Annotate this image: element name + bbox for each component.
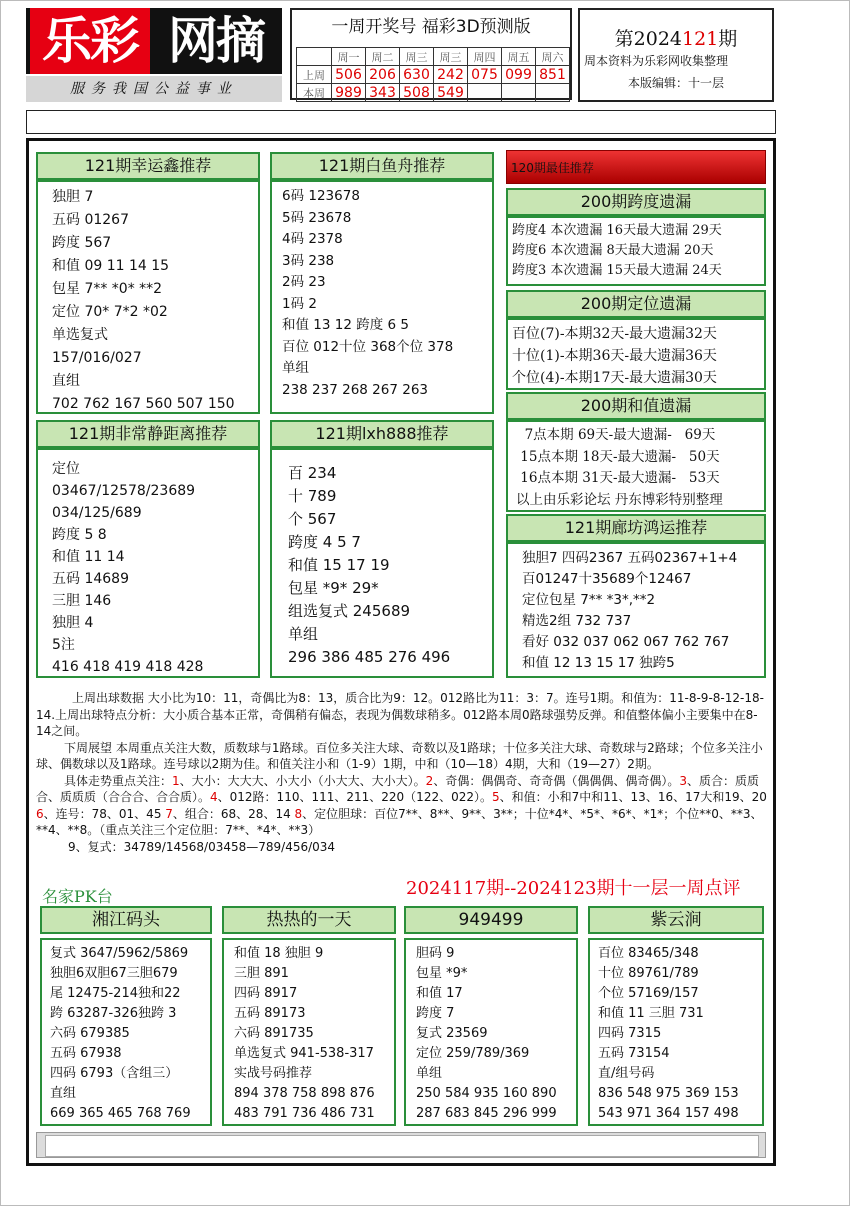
panel-line: 跨度4 本次遗漏 16天最大遗漏 29天 <box>512 223 722 238</box>
pk-column <box>588 938 764 1126</box>
draw-number: 075 <box>468 66 502 84</box>
panel-fei-chang-jing <box>36 448 260 678</box>
panel-line: 16点本期 31天-最大遗漏- 53天 <box>516 470 720 486</box>
draw-header-row <box>297 48 570 66</box>
pk-column <box>222 938 396 1126</box>
draw-number: 508 <box>400 84 434 102</box>
panel-line: 543 971 364 157 498 <box>598 1106 739 1121</box>
panel-line: 单选复式 <box>52 327 108 343</box>
panel-line: 百位 83465/348 <box>598 946 699 961</box>
analysis-paragraph: 9、复式：34789/14568/03458—789/456/034 <box>68 839 336 854</box>
issue-title: 第2024121期 <box>614 28 738 50</box>
panel-line: 独胆 7 <box>52 189 94 205</box>
panel-line: 六码 891735 <box>234 1026 314 1041</box>
panel-sum-miss <box>506 420 766 512</box>
pk-column <box>404 938 578 1126</box>
pk-headline: 2024117期--2024123期十一层一周点评 <box>406 878 741 899</box>
logo-text-left: 乐彩 <box>30 8 150 74</box>
panel-lxh888 <box>270 448 494 678</box>
panel-line: 跨 63287-326独跨 3 <box>50 1006 177 1021</box>
panel-line: 和值 09 11 14 15 <box>52 258 170 274</box>
panel-line: 238 237 268 267 263 <box>282 381 429 398</box>
panel-title: 121期非常静距离推荐 <box>36 420 260 448</box>
panel-line: 287 683 845 296 999 <box>416 1106 557 1121</box>
panel-title: 121期幸运鑫推荐 <box>36 152 260 180</box>
panel-line: 十 789 <box>288 487 337 505</box>
draw-number: 630 <box>400 66 434 84</box>
draw-number: 989 <box>332 84 366 102</box>
panel-line: 六码 679385 <box>50 1026 130 1041</box>
issue-note: 周本资料为乐彩网收集整理 <box>584 54 729 68</box>
panel-line: 6码 123678 <box>282 188 360 204</box>
panel-line: 7点本期 69天-最大遗漏- 69天 <box>516 427 716 443</box>
day-label: 周三 <box>400 48 434 66</box>
draw-number: 506 <box>332 66 366 84</box>
draw-number: 242 <box>434 66 468 84</box>
panel-line: 包星 7** *0* **2 <box>52 281 163 297</box>
panel-line: 和值 15 17 19 <box>288 556 390 574</box>
analysis-paragraph: 下周展望 本周重点关注大数，质数球与1路球。百位多关注大球、奇数以及1路球；十位多关注大球、奇数球与2路球；个位多关注小球、偶数球以及1路球。连号球以2期为佳。和值关注小和（1-9）1期，中和（10—18）4期，大和（19—27）2期。 <box>36 740 763 771</box>
draw-number: 851 <box>536 66 570 84</box>
draw-number <box>502 84 536 102</box>
draw-number: 343 <box>366 84 400 102</box>
weekly-draw-box <box>290 8 572 100</box>
this-week-row <box>297 84 570 102</box>
panel-line: 5注 <box>52 637 75 653</box>
panel-line: 独胆7 四码2367 五码02367+1+4 <box>522 550 738 566</box>
panel-line: 单组 <box>416 1066 443 1081</box>
panel-line: 483 791 736 486 731 <box>234 1106 375 1121</box>
panel-line: 3码 238 <box>282 252 335 269</box>
panel-title: 200期和值遗漏 <box>506 392 766 420</box>
panel-line: 包星 *9* <box>416 966 468 981</box>
panel-line: 定位 <box>52 461 80 477</box>
logo <box>26 8 282 74</box>
panel-line: 独胆 4 <box>52 615 94 631</box>
panel-line: 五码 01267 <box>52 212 129 228</box>
panel-line: 跨度 567 <box>52 235 112 251</box>
panel-title: 200期跨度遗漏 <box>506 188 766 216</box>
pk-label: 名家PK台 <box>42 887 113 906</box>
panel-line: 和值 11 三胆 731 <box>598 1006 704 1021</box>
draw-title: 一周开奖号 福彩3D预测版 <box>331 17 531 37</box>
panel-line: 416 418 419 418 428 <box>52 659 204 675</box>
day-label: 周六 <box>536 48 570 66</box>
panel-title: 121期廊坊鸿运推荐 <box>506 514 766 542</box>
panel-line: 复式 23569 <box>416 1026 488 1041</box>
panel-line: 百位 012十位 368个位 378 <box>282 338 454 355</box>
panel-line: 跨度 5 8 <box>52 527 107 543</box>
panel-line: 和值 17 <box>416 986 463 1001</box>
draw-number: 099 <box>502 66 536 84</box>
panel-line: 四码 6793（含组三） <box>50 1066 179 1081</box>
day-label: 周四 <box>468 48 502 66</box>
panel-line: 精选2组 732 737 <box>522 613 632 629</box>
panel-line: 以上由乐彩论坛 丹东博彩特别整理 <box>516 491 723 508</box>
panel-line: 和值 12 13 15 17 独跨5 <box>522 655 675 671</box>
last-week-label: 上周 <box>297 66 332 84</box>
panel-line: 03467/12578/23689 <box>52 483 196 499</box>
panel-line: 独胆6双胆67三胆679 <box>50 966 178 981</box>
panel-line: 和值 18 独胆 9 <box>234 946 324 961</box>
draw-table <box>296 47 570 102</box>
panel-line: 836 548 975 369 153 <box>598 1086 739 1101</box>
panel-line: 个 567 <box>288 510 337 528</box>
panel-line: 四码 8917 <box>234 986 298 1001</box>
panel-line: 百位(7)-本期32天-最大遗漏32天 <box>512 326 717 342</box>
draw-number: 206 <box>366 66 400 84</box>
panel-line: 250 584 935 160 890 <box>416 1086 557 1101</box>
panel-title: 200期定位遗漏 <box>506 290 766 318</box>
panel-span-miss <box>506 216 766 286</box>
day-label: 周五 <box>502 48 536 66</box>
panel-line: 669 365 465 768 769 <box>50 1106 191 1121</box>
panel-line: 5码 23678 <box>282 209 352 226</box>
pk-title: 热热的一天 <box>222 906 396 934</box>
day-label: 周二 <box>366 48 400 66</box>
panel-line: 单组 <box>288 625 319 643</box>
panel-position-miss <box>506 318 766 390</box>
panel-line: 702 762 167 560 507 150 <box>52 396 235 412</box>
panel-line: 十位 89761/789 <box>598 966 699 981</box>
day-label: 周三 <box>434 48 468 66</box>
panel-line: 定位包星 7** *3*,**2 <box>522 592 656 608</box>
panel-line: 三胆 146 <box>52 593 112 609</box>
panel-line: 15点本期 18天-最大遗漏- 50天 <box>516 448 720 465</box>
panel-line: 个位 57169/157 <box>598 986 699 1001</box>
panel-line: 定位 259/789/369 <box>416 1046 530 1061</box>
panel-line: 百01247十35689个12467 <box>522 571 692 587</box>
panel-line: 034/125/689 <box>52 505 142 521</box>
analysis-text <box>36 690 770 855</box>
pk-title: 紫云涧 <box>588 906 764 934</box>
panel-line: 实战号码推荐 <box>234 1066 313 1081</box>
panel-line: 五码 73154 <box>598 1046 670 1061</box>
footer-inner <box>45 1135 759 1157</box>
blank-banner <box>26 110 776 134</box>
panel-line: 四码 7315 <box>598 1026 662 1041</box>
panel-line: 4码 2378 <box>282 231 343 247</box>
panel-title: 121期白鱼舟推荐 <box>270 152 494 180</box>
panel-bai-yu-zhou <box>270 180 494 414</box>
panel-lucky-xin <box>36 180 260 414</box>
panel-line: 跨度 4 5 7 <box>288 533 361 551</box>
best-recommend-bar: 120期最佳推荐 <box>506 150 766 184</box>
panel-line: 157/016/027 <box>52 350 142 366</box>
panel-line: 五码 67938 <box>50 1046 122 1061</box>
last-week-row <box>297 66 570 84</box>
draw-number <box>468 84 502 102</box>
panel-line: 单组 <box>282 360 309 376</box>
panel-line: 直/组号码 <box>598 1066 655 1081</box>
panel-line: 单选复式 941-538-317 <box>234 1046 374 1061</box>
panel-line: 1码 2 <box>282 295 317 312</box>
panel-line: 看好 032 037 062 067 762 767 <box>522 634 730 650</box>
panel-line: 跨度6 本次遗漏 8天最大遗漏 20天 <box>512 243 714 258</box>
panel-line: 和值 11 14 <box>52 549 125 565</box>
panel-line: 定位 70* 7*2 *02 <box>52 304 168 320</box>
draw-number: 549 <box>434 84 468 102</box>
this-week-label: 本周 <box>297 84 332 102</box>
pk-title: 湘江码头 <box>40 906 212 934</box>
panel-title: 121期lxh888推荐 <box>270 420 494 448</box>
panel-line: 894 378 758 898 876 <box>234 1086 375 1101</box>
pk-column <box>40 938 212 1126</box>
footer-bar <box>36 1132 766 1158</box>
slogan: 服务我国公益事业 <box>26 76 282 102</box>
panel-line: 组选复式 245689 <box>288 602 411 620</box>
issue-editor: 本版编辑：十一层 <box>627 76 724 90</box>
pk-title: 949499 <box>404 906 578 934</box>
issue-number: 121 <box>682 28 719 50</box>
panel-line: 十位(1)-本期36天-最大遗漏36天 <box>512 348 717 364</box>
analysis-paragraph: 上周出球数据 大小比为10：11，奇偶比为8：13，质合比为9：12。012路比为11：3：7。连号1期。和值为：11-8-9-8-12-18-14.上周出球特点分析：大小质合基本正常，奇偶稍有偏态，表现为偶数球稍多。012路本周0路球强势反弹。和值整体偏小主要集中在8-14之间。 <box>36 691 764 738</box>
logo-text-right: 网摘 <box>168 11 264 70</box>
panel-line: 五码 89173 <box>234 1006 306 1021</box>
issue-box <box>578 8 774 102</box>
panel-langfang <box>506 542 766 678</box>
day-label: 周一 <box>332 48 366 66</box>
analysis-paragraph: 具体走势重点关注：1、大小：大大大、小大小（小大大、大小大）。2、奇偶：偶偶奇、奇奇偶（偶偶偶、偶奇偶）。3、质合：质质合、质质质（合合合、合合质）。4、012路：110、111、211、220（122、022）。5、和值：小和7中和11、13、16、17大和19、20 6、连号：78、01、45 7、组合：68、28、14 8、定位胆球：百位7**、8**、9**、3**；十位*4*、*5*、*6*、*1*；个位**0、**3、**4、**8。（重点关注三个定位胆：7**、*4*、**3） <box>36 773 767 837</box>
panel-line: 包星 *9* 29* <box>288 579 379 597</box>
panel-line: 个位(4)-本期17天-最大遗漏30天 <box>512 370 717 386</box>
panel-line: 296 386 485 276 496 <box>288 648 451 666</box>
panel-line: 百 234 <box>288 464 337 482</box>
panel-line: 直组 <box>52 373 80 389</box>
panel-line: 和值 13 12 跨度 6 5 <box>282 317 409 333</box>
panel-line: 跨度3 本次遗漏 15天最大遗漏 24天 <box>512 263 722 278</box>
panel-line: 2码 23 <box>282 274 326 290</box>
panel-line: 三胆 891 <box>234 966 289 981</box>
panel-line: 尾 12475-214独和22 <box>50 986 181 1001</box>
panel-line: 直组 <box>50 1086 77 1101</box>
panel-line: 跨度 7 <box>416 1006 455 1021</box>
panel-line: 胆码 9 <box>416 946 455 961</box>
panel-line: 复式 3647/5962/5869 <box>50 946 189 961</box>
panel-line: 五码 14689 <box>52 571 129 587</box>
